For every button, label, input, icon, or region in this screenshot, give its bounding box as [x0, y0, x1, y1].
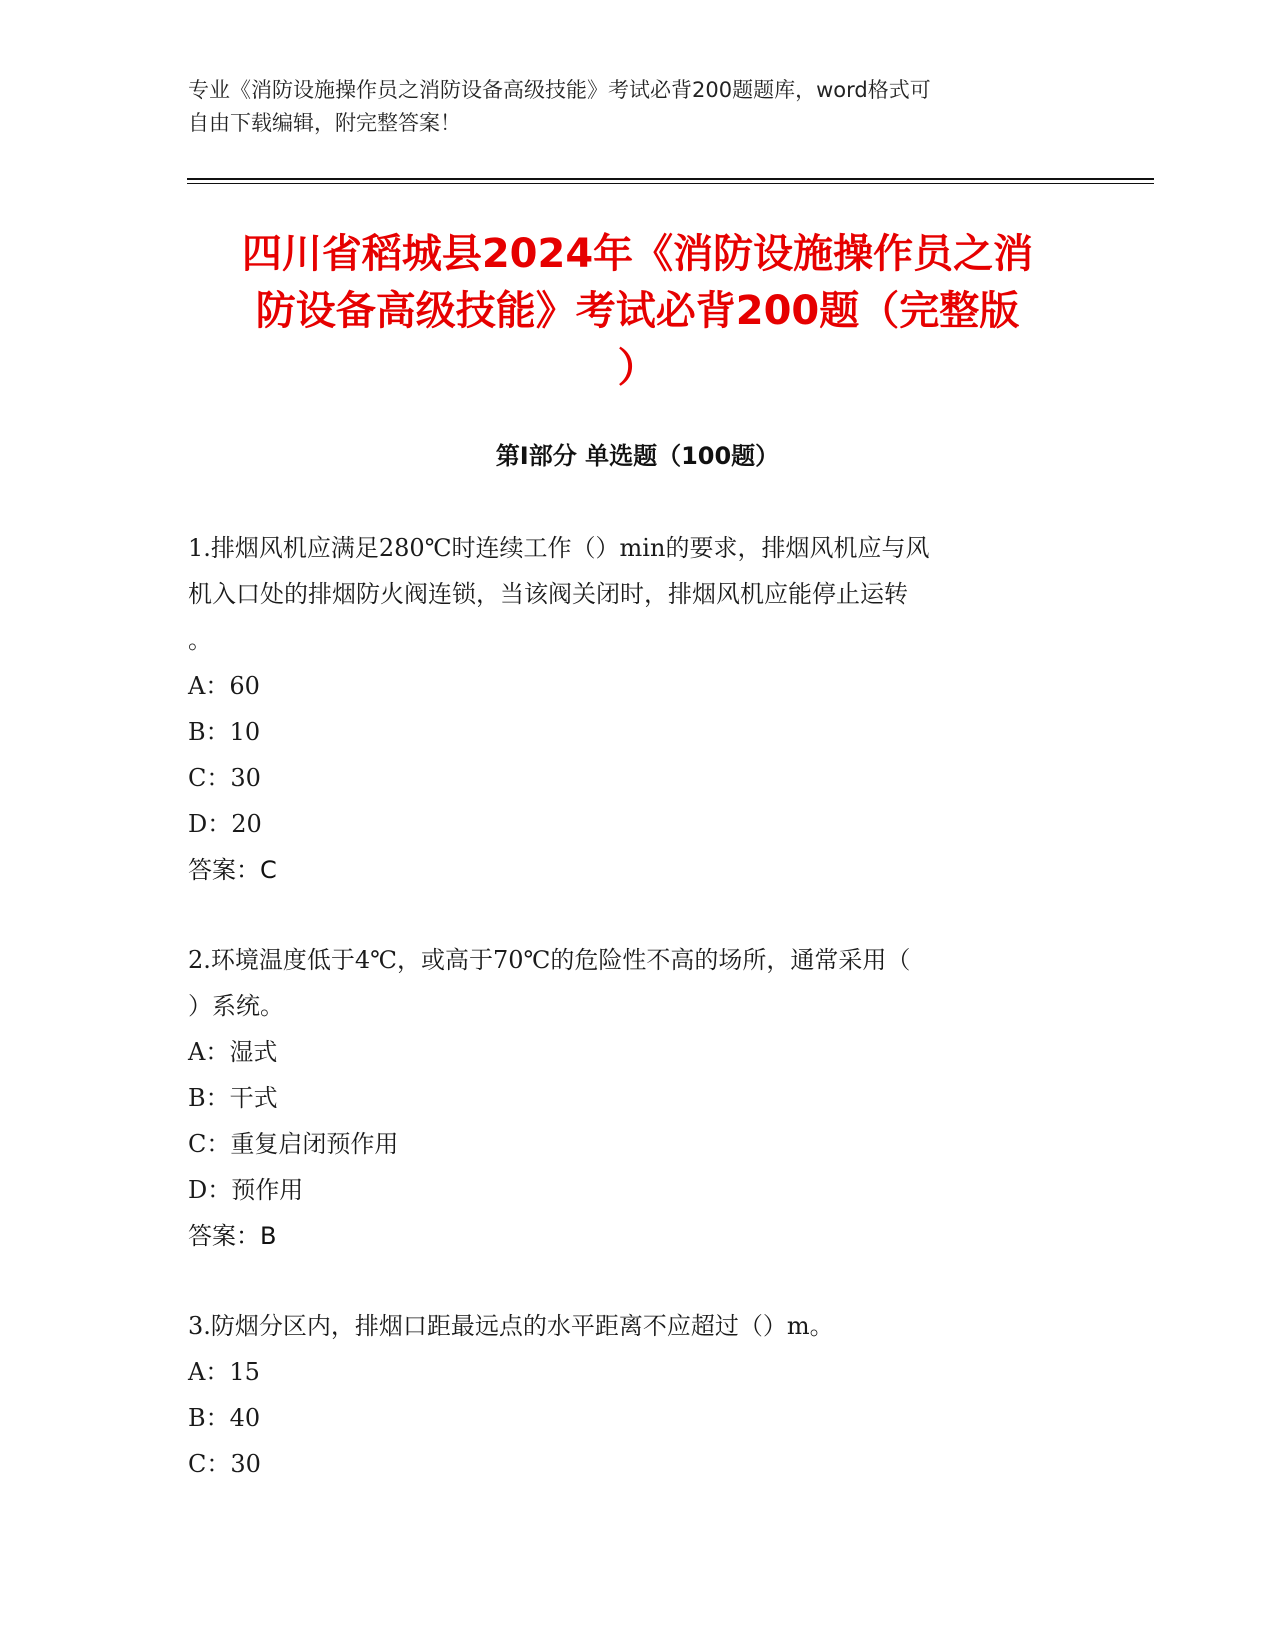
option-a: A：60 [188, 672, 260, 700]
option-a: A：湿式 [188, 1038, 278, 1066]
option-c: C：30 [188, 764, 261, 792]
question-text-line: 机入口处的排烟防火阀连锁，当该阀关闭时，排烟风机应能停止运转 [188, 580, 908, 608]
answer: 答案：C [188, 856, 277, 884]
header-note [188, 74, 1068, 140]
question-2 [188, 937, 1088, 1259]
option-c: C：重复启闭预作用 [188, 1130, 399, 1158]
section-heading: 第I部分 单选题（100题） [495, 442, 780, 470]
question-3 [188, 1303, 1088, 1487]
option-b: B：干式 [188, 1084, 278, 1112]
question-text-line: 1.排烟风机应满足280℃时连续工作（）min的要求，排烟风机应与风 [188, 534, 930, 562]
option-b: B：10 [188, 718, 261, 746]
answer: 答案：B [188, 1222, 277, 1250]
question-text-line: 2.环境温度低于4℃，或高于70℃的危险性不高的场所，通常采用（ [188, 946, 911, 974]
question-text-line: ）系统。 [188, 992, 284, 1020]
option-d: D：预作用 [188, 1176, 304, 1204]
document-title-line-2: 防设备高级技能》考试必背200题（完整版 [255, 288, 1020, 334]
question-1 [188, 525, 1088, 893]
question-text-line: 。 [188, 626, 212, 654]
document-title-line-1: 四川省稻城县2024年《消防设施操作员之消 [241, 231, 1034, 277]
header-divider-thick [187, 178, 1154, 180]
question-list [188, 525, 1088, 1531]
option-c: C：30 [188, 1450, 261, 1478]
option-d: D：20 [188, 810, 262, 838]
document-title [150, 226, 1125, 397]
question-text-line: 3.防烟分区内，排烟口距最远点的水平距离不应超过（）m。 [188, 1312, 834, 1340]
document-title-line-3: ） [617, 345, 658, 391]
option-a: A：15 [188, 1358, 260, 1386]
header-note-line-2: 自由下载编辑，附完整答案！ [188, 111, 461, 135]
option-b: B：40 [188, 1404, 261, 1432]
header-note-line-1: 专业《消防设施操作员之消防设备高级技能》考试必背200题题库，word格式可 [188, 78, 931, 102]
header-divider-thin [187, 183, 1154, 184]
